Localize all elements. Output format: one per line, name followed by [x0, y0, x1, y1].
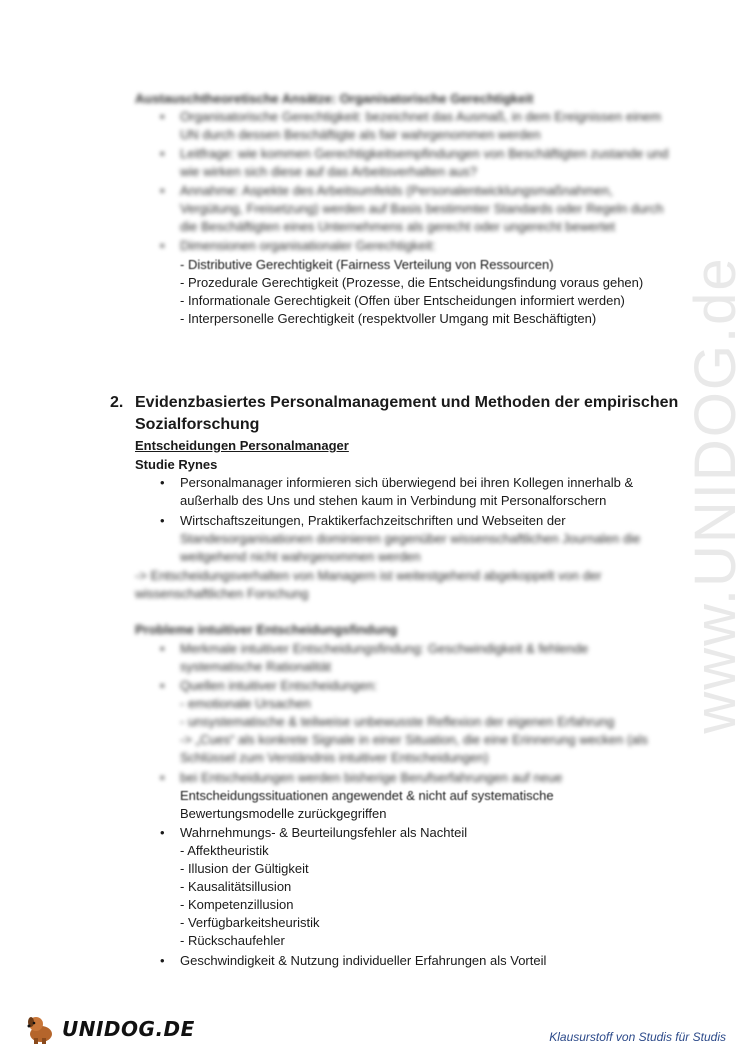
dimension-item: - Prozedurale Gerechtigkeit (Prozesse, die Entscheidungsfindung voraus gehen): [180, 275, 644, 290]
section-title: Sozialforschung: [135, 416, 260, 433]
list-item: - Rückschaufehler: [180, 933, 285, 948]
bullet-dot: •: [160, 146, 165, 161]
text-line: außerhalb des Uns und stehen kaum in Verbindung mit Personalforschern: [180, 493, 607, 508]
list-item: - Verfügbarkeitsheuristik: [180, 915, 320, 930]
subheading: Entscheidungen Personalmanager: [135, 438, 349, 453]
section-title: Evidenzbasiertes Personalmanagement und Methoden der empirischen: [135, 394, 679, 411]
text-line: bei Entscheidungen werden bisherige Berufserfahrungen auf neue: [180, 770, 563, 785]
text-line: Merkmale intuitiver Entscheidungsfindung: Geschwindigkeit & fehlende: [180, 641, 589, 656]
bullet-dot: •: [160, 475, 165, 490]
text-line: Bewertungsmodelle zurückgegriffen: [180, 806, 387, 821]
watermark: www.UNIDOG.de: [682, 256, 748, 734]
text-line: Standesorganisationen dominieren gegenüber wissenschaftlichen Journalen die: [180, 531, 641, 546]
text-line: Annahme: Aspekte des Arbeitsumfelds (Personalentwicklungsmaßnahmen,: [180, 183, 613, 198]
text-line: - emotionale Ursachen: [180, 696, 311, 711]
footer-tagline: Klausurstoff von Studis für Studis: [549, 1030, 726, 1044]
bullet-dot: •: [160, 513, 165, 528]
text-line: Organisatorische Gerechtigkeit: bezeichnet das Ausmaß, in dem Ereignissen einem: [180, 109, 662, 124]
text-line: - unsystematische & teilweise unbewusste Reflexion der eigenen Erfahrung: [180, 714, 615, 729]
section-number: 2.: [110, 394, 124, 411]
text-line: Quellen intuitiver Entscheidungen:: [180, 678, 378, 693]
subheading: Probleme intuitiver Entscheidungsfindung: [135, 622, 398, 637]
list-item: - Kausalitätsillusion: [180, 879, 292, 894]
section1-title: Austauschtheoretische Ansätze: Organisatorische Gerechtigkeit: [135, 91, 534, 106]
text-line: Vergütung, Freisetzung) werden auf Basis bestimmter Standards oder Regeln durch: [180, 201, 664, 216]
text-line: Dimensionen organisationaler Gerechtigkeit:: [180, 238, 436, 253]
text-line: weitgehend nicht wahrgenommen werden: [180, 549, 421, 564]
bullet-dot: •: [160, 641, 165, 656]
text-line: -> Entscheidungsverhalten von Managern ist weitestgehend abgekoppelt von der: [135, 568, 602, 583]
text-line: die Beschäftigten eines Unternehmens als gerecht oder ungerecht bewertet: [180, 219, 616, 234]
text-line: UN durch dessen Beschäftigte als fair wahrgenommen werden: [180, 127, 541, 142]
text-line: Wirtschaftszeitungen, Praktikerfachzeitschriften und Webseiten der: [180, 513, 566, 528]
text-line: Personalmanager informieren sich überwiegend bei ihren Kollegen innerhalb &: [180, 475, 634, 490]
text-line: wie wirken sich diese auf das Arbeitsverhalten aus?: [180, 164, 477, 179]
bullet-dot: •: [160, 238, 165, 253]
dimension-item: - Interpersonelle Gerechtigkeit (respektvoller Umgang mit Beschäftigten): [180, 311, 597, 326]
bullet-dot: •: [160, 953, 165, 968]
list-item: - Affektheuristik: [180, 843, 269, 858]
dog-icon: [24, 1012, 58, 1046]
text-line: -> „Cues“ als konkrete Signale in einer Situation, die eine Erinnerung wecken (als: [180, 732, 648, 747]
bullet-dot: •: [160, 678, 165, 693]
text-line: Schlüssel zum Verständnis intuitiver Entscheidungen): [180, 750, 489, 765]
logo-text: UNIDOG.DE: [62, 1017, 195, 1041]
list-item: - Kompetenzillusion: [180, 897, 294, 912]
bullet-dot: •: [160, 825, 165, 840]
dimension-item: - Distributive Gerechtigkeit (Fairness Verteilung von Ressourcen): [180, 257, 554, 272]
footer-logo[interactable]: [24, 1012, 195, 1046]
bullet-dot: •: [160, 183, 165, 198]
bullet-dot: •: [160, 109, 165, 124]
text-line: Geschwindigkeit & Nutzung individueller Erfahrungen als Vorteil: [180, 953, 547, 968]
dimension-item: - Informationale Gerechtigkeit (Offen über Entscheidungen informiert werden): [180, 293, 625, 308]
subheading: Studie Rynes: [135, 457, 218, 472]
text-line: wissenschaftlichen Forschung: [135, 586, 309, 601]
list-item: - Illusion der Gültigkeit: [180, 861, 309, 876]
bullet-dot: •: [160, 770, 165, 785]
text-line: Leitfrage: wie kommen Gerechtigkeitsempfindungen von Beschäftigten zustande und: [180, 146, 669, 161]
text-line: Entscheidungssituationen angewendet & nicht auf systematische: [180, 788, 554, 803]
text-line: systematische Rationalität: [180, 659, 332, 674]
text-line: Wahrnehmungs- & Beurteilungsfehler als Nachteil: [180, 825, 468, 840]
